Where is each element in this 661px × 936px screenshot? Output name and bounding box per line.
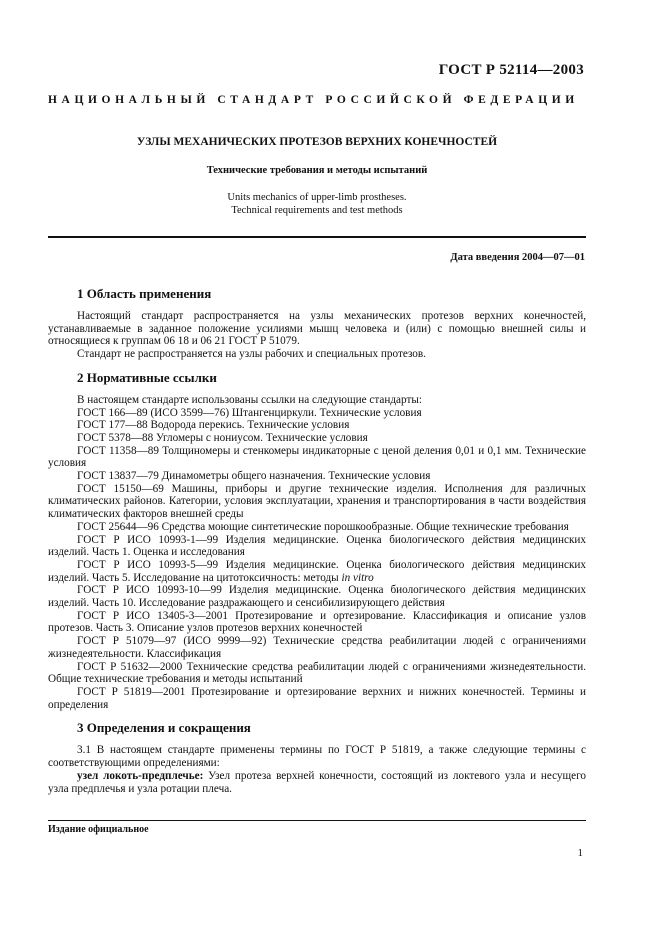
reference-item: ГОСТ Р 51079—97 (ИСО 9999—92) Технические средства реабилитации людей с ограничениями жизнедеятельности. Классификация — [48, 635, 586, 660]
reference-italic-text: in vitro — [341, 571, 374, 584]
reference-item: ГОСТ Р ИСО 10993-10—99 Изделия медицинские. Оценка биологического действия медицинских изделий. Часть 10. Исследование раздражающего и сенсибилизирующего действия — [48, 584, 586, 610]
reference-item: ГОСТ 13837—79 Динамометры общего назначения. Технические условия — [77, 470, 431, 483]
paragraph: 3.1 В настоящем стандарте применены термины по ГОСТ Р 51819, а также следующие термины с соответствующими определениями: — [48, 744, 586, 770]
reference-item: ГОСТ Р ИСО 10993-1—99 Изделия медицинские. Оценка биологического действия медицинских изделий. Часть 1. Оценка и исследования — [48, 533, 586, 559]
reference-text: ГОСТ Р ИСО 10993-5—99 Изделия медицинские. Оценка биологического действия медицинских изделий. Часть 5. Исследование на цитотоксичность: методы — [48, 558, 586, 584]
introduction-date: Дата введения 2004—07—01 — [450, 252, 585, 263]
page-number: 1 — [577, 847, 583, 859]
document-body — [48, 286, 586, 795]
english-title — [48, 191, 586, 217]
reference-item: ГОСТ 177—88 Водорода перекись. Технические условия — [77, 419, 350, 432]
reference-item: ГОСТ Р 51819—2001 Протезирование и ортезирование верхних и нижних конечностей. Термины и определения — [48, 685, 586, 711]
reference-item: ГОСТ 15150—69 Машины, приборы и другие технические изделия. Исполнения для различных климатических районов. Категории, условия эксплуатации, хранения и транспортирования в части воздействия климатических факторов внешней среды — [48, 482, 586, 521]
english-title-line-1: Units mechanics of upper-limb prostheses. — [227, 192, 407, 203]
paragraph: Настоящий стандарт распространяется на узлы механических протезов верхних конечностей, устанавливаемые в заданное положение усилиями мышц человека и (или) с помощью внешней силы и относящиеся к группам 06 18 и 06 21 ГОСТ Р 51079. — [48, 310, 586, 348]
reference-item: ГОСТ Р ИСО 13405-3—2001 Протезирование и ортезирование. Классификация и описание узлов протезов. Часть 3. Описание узлов протезов верхних конечностей — [48, 609, 586, 635]
reference-item: ГОСТ 5378—88 Угломеры с нониусом. Технические условия — [77, 431, 368, 444]
definition-text: Узел протеза верхней конечности, состоящий из локтевого узла и несущего узла предплечья и узла ротации плеча. — [48, 769, 586, 795]
reference-item: ГОСТ 11358—89 Толщиномеры и стенкомеры индикаторные с ценой деления 0,01 и 0,1 мм. Технические условия — [48, 444, 586, 470]
reference-item: ГОСТ 25644—96 Средства моющие синтетические порошкообразные. Общие технические требования — [77, 520, 569, 533]
section-heading: 1 Область применения — [77, 286, 212, 301]
definition-item — [48, 770, 586, 795]
national-standard-line: НАЦИОНАЛЬНЫЙ СТАНДАРТ РОССИЙСКОЙ ФЕДЕРАЦИИ — [48, 94, 579, 106]
edition-note: Издание официальное — [48, 824, 149, 835]
reference-item — [48, 559, 586, 584]
paragraph: Стандарт не распространяется на узлы рабочих и специальных протезов. — [77, 348, 426, 361]
document-subtitle: Технические требования и методы испытаний — [206, 165, 428, 176]
paragraph: В настоящем стандарте использованы ссылки на следующие стандарты: — [77, 393, 422, 406]
footer-divider — [48, 820, 586, 821]
reference-item: ГОСТ Р 51632—2000 Технические средства реабилитации людей с ограничениями жизнедеятельности. Общие технические требования и методы испытаний — [48, 660, 586, 686]
standard-number: ГОСТ Р 52114—2003 — [438, 62, 584, 78]
english-title-line-2: Technical requirements and test methods — [231, 205, 403, 216]
header-divider — [48, 236, 586, 238]
section-heading: 3 Определения и сокращения — [77, 720, 251, 736]
reference-item: ГОСТ 166—89 (ИСО 3599—76) Штангенциркули. Технические условия — [77, 406, 422, 419]
defined-term: узел локоть-предплечье: — [77, 769, 204, 782]
section-heading: 2 Нормативные ссылки — [77, 369, 217, 385]
document-title: УЗЛЫ МЕХАНИЧЕСКИХ ПРОТЕЗОВ ВЕРХНИХ КОНЕЧНОСТЕЙ — [136, 136, 498, 148]
